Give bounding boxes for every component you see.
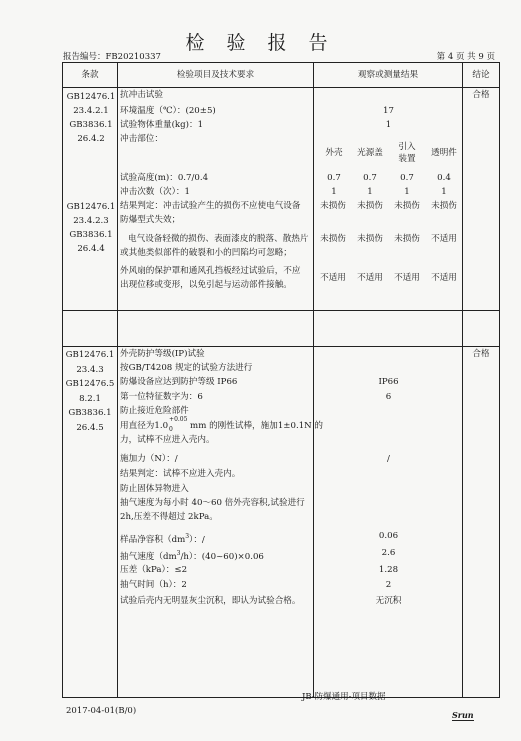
item-text: 抽气速度为每小时 40～60 倍外壳容积,试验进行 — [120, 498, 305, 508]
position-label-inlet — [390, 141, 424, 165]
empty-cell — [314, 311, 463, 347]
digit-value: 6 — [385, 392, 392, 402]
dust-result-value: 无沉积 — [375, 596, 402, 606]
clause-text: GB3836.1 — [68, 408, 112, 418]
stamp-text: Srun — [452, 710, 474, 720]
page-info: 第 4 页 共 9 页 — [436, 52, 495, 62]
result-value: 未损伤 — [431, 201, 457, 211]
clause-text: 26.4.4 — [77, 244, 105, 254]
item-cell-impact — [118, 88, 314, 311]
item-text: 冲击部位： — [120, 134, 163, 144]
force-value: / — [387, 454, 390, 464]
position-label: 透明件 — [431, 148, 457, 158]
footer-stamp — [452, 703, 474, 722]
result-value: 未损伤 — [357, 201, 383, 211]
clause-list-ip — [63, 348, 117, 435]
item-text: 防止接近危险部件 — [120, 406, 189, 416]
clause-text: GB3836.1 — [69, 230, 113, 240]
result-value: 未损伤 — [320, 234, 346, 244]
item-text: /h）：(40~60)×0.06 — [180, 551, 264, 562]
result-value: 未损伤 — [394, 201, 420, 211]
col-clause-header: 条款 — [63, 63, 118, 88]
item-text: 防爆型式失效； — [120, 215, 181, 225]
item-text: 试验高度(m)：0.7/0.4 — [120, 173, 209, 183]
col-item-header: 检验项目及技术要求 — [118, 63, 314, 88]
pressure-value: 1.28 — [378, 565, 399, 575]
clause-text: 26.4.2 — [77, 134, 105, 144]
item-text: 防止固体异物进入 — [120, 484, 189, 494]
clause-cell-impact — [63, 88, 118, 311]
clause-list-bottom — [65, 200, 117, 256]
clause-text: GB3836.1 — [69, 120, 113, 130]
empty-cell — [463, 311, 500, 347]
result-value: 不适用 — [320, 273, 346, 283]
clause-text: GB12476.1 — [66, 202, 116, 212]
conclusion-cell-ip — [463, 347, 500, 698]
item-text: ）：/ — [189, 534, 205, 545]
report-title: 检 验 报 告 — [185, 32, 336, 54]
item-text: 用直径为1.0 — [120, 421, 169, 431]
item-text: 抽气速度（dm — [120, 551, 177, 562]
table-header-row — [63, 63, 500, 88]
height-value: 0.4 — [437, 173, 451, 183]
item-text: 外风扇的保护罩和通风孔挡板经过试验后，不应 — [120, 266, 301, 276]
conclusion-value: 合格 — [472, 90, 490, 100]
item-text: 2h,压差不得超过 2kPa。 — [120, 512, 218, 522]
item-text: 压差（kPa）：≤2 — [120, 565, 188, 575]
report-number-label: 报告编号： — [63, 52, 106, 62]
count-value: 1 — [331, 187, 337, 197]
item-text: mm 的刚性试棒，施加1±0.1N 的 — [190, 421, 324, 431]
clause-cell-ip — [63, 347, 118, 698]
item-text: 环境温度（℃）：(20±5) — [120, 106, 216, 116]
result-value: 不适用 — [394, 273, 420, 283]
height-value: 0.7 — [400, 173, 414, 183]
clause-text: 23.4.2.1 — [73, 106, 109, 116]
clause-text: 8.2.1 — [79, 393, 101, 404]
volume-value: 0.06 — [378, 531, 399, 541]
count-value: 1 — [367, 187, 373, 197]
result-value: 未损伤 — [394, 234, 420, 244]
item-text: 外壳防护等级(IP)试验 — [120, 349, 205, 359]
speed-line — [120, 547, 264, 564]
item-text: 力，试棒不应进入壳内。 — [120, 435, 215, 445]
item-text: 抽气时间（h）：2 — [120, 580, 187, 590]
clause-text: GB12476.1 — [66, 92, 116, 102]
position-label: 装置 — [398, 154, 416, 164]
report-number — [63, 50, 161, 62]
item-text: 冲击次数（次）：1 — [120, 187, 190, 197]
item-text: 结果判定：冲击试验产生的损伤不应使电气设备 — [120, 201, 301, 211]
item-text: 防爆设备应达到防护等级 IP66 — [120, 377, 238, 387]
col-conclusion-header: 结论 — [463, 63, 500, 88]
weight-value: 1 — [385, 120, 392, 130]
position-label: 引入 — [398, 142, 416, 152]
position-label: 外壳 — [325, 148, 343, 158]
result-value: 不适用 — [357, 273, 383, 283]
clause-list-top — [65, 90, 117, 146]
tolerance-upper: +0.05 — [169, 415, 188, 423]
item-text: 出现位移或变形，以免引起与运动部件接触。 — [120, 280, 292, 290]
item-text: 电气设备轻微的损伤、表面漆皮的脱落、散热片 — [128, 234, 309, 244]
volume-line — [120, 530, 205, 547]
empty-cell — [118, 311, 314, 347]
item-text: 样品净容积（dm — [120, 534, 186, 545]
report-number-value: FB20210337 — [105, 52, 161, 62]
result-cell-impact — [314, 88, 463, 311]
result-value: 未损伤 — [357, 234, 383, 244]
col-result-header: 观察或测量结果 — [314, 63, 463, 88]
item-text: 抗冲击试验 — [120, 90, 163, 100]
speed-value: 2.6 — [381, 548, 396, 558]
tolerance-lower: 0 — [169, 425, 173, 433]
footer-date-code: 2017-04-01(B/0) — [66, 706, 137, 716]
footer-doc-type: JB-防爆通用-项目数据 — [302, 692, 386, 702]
clause-text: GB12476.5 — [65, 379, 115, 389]
tolerance-mark — [168, 415, 190, 433]
item-text: 施加力（N）：/ — [120, 454, 178, 464]
inspection-table — [62, 62, 500, 698]
item-text: 按GB/T4208 规定的试验方法进行 — [120, 363, 253, 373]
table-row-empty — [63, 311, 500, 347]
clause-text: 26.4.5 — [76, 422, 104, 433]
item-text: 或其他类似部件的破裂和小的凹陷均可忽略； — [120, 248, 292, 258]
time-value: 2 — [385, 580, 392, 590]
empty-cell — [63, 311, 118, 347]
item-text: 试验后壳内无明显灰尘沉积，即认为试验合格。 — [120, 596, 301, 606]
conclusion-value: 合格 — [472, 349, 490, 359]
item-text: 试验物体重量(kg)：1 — [120, 120, 204, 130]
table-row-ip-test — [63, 347, 500, 698]
item-cell-ip — [118, 347, 324, 698]
height-value: 0.7 — [327, 173, 341, 183]
clause-text: 23.4.2.3 — [73, 216, 109, 226]
ip-rating-value: IP66 — [378, 377, 399, 387]
result-value: 未损伤 — [320, 201, 346, 211]
height-value: 0.7 — [363, 173, 377, 183]
ambient-temp-value: 17 — [383, 106, 394, 116]
unit-superscript: 3 — [185, 533, 190, 540]
clause-text: 23.4.3 — [76, 364, 104, 375]
count-value: 1 — [441, 187, 447, 197]
table-row-impact-test — [63, 88, 500, 311]
item-text: 结果判定：试棒不应进入壳内。 — [120, 469, 241, 479]
position-label: 光源盖 — [357, 148, 383, 158]
result-value: 不适用 — [431, 234, 457, 244]
unit-superscript: 3 — [176, 550, 181, 557]
count-value: 1 — [404, 187, 410, 197]
conclusion-cell-impact — [463, 88, 500, 311]
rod-diameter-line — [120, 415, 324, 433]
result-cell-ip — [314, 347, 463, 698]
result-value: 不适用 — [431, 273, 457, 283]
item-text: 第一位特征数字为：6 — [120, 392, 203, 402]
clause-text: GB12476.1 — [65, 350, 115, 360]
